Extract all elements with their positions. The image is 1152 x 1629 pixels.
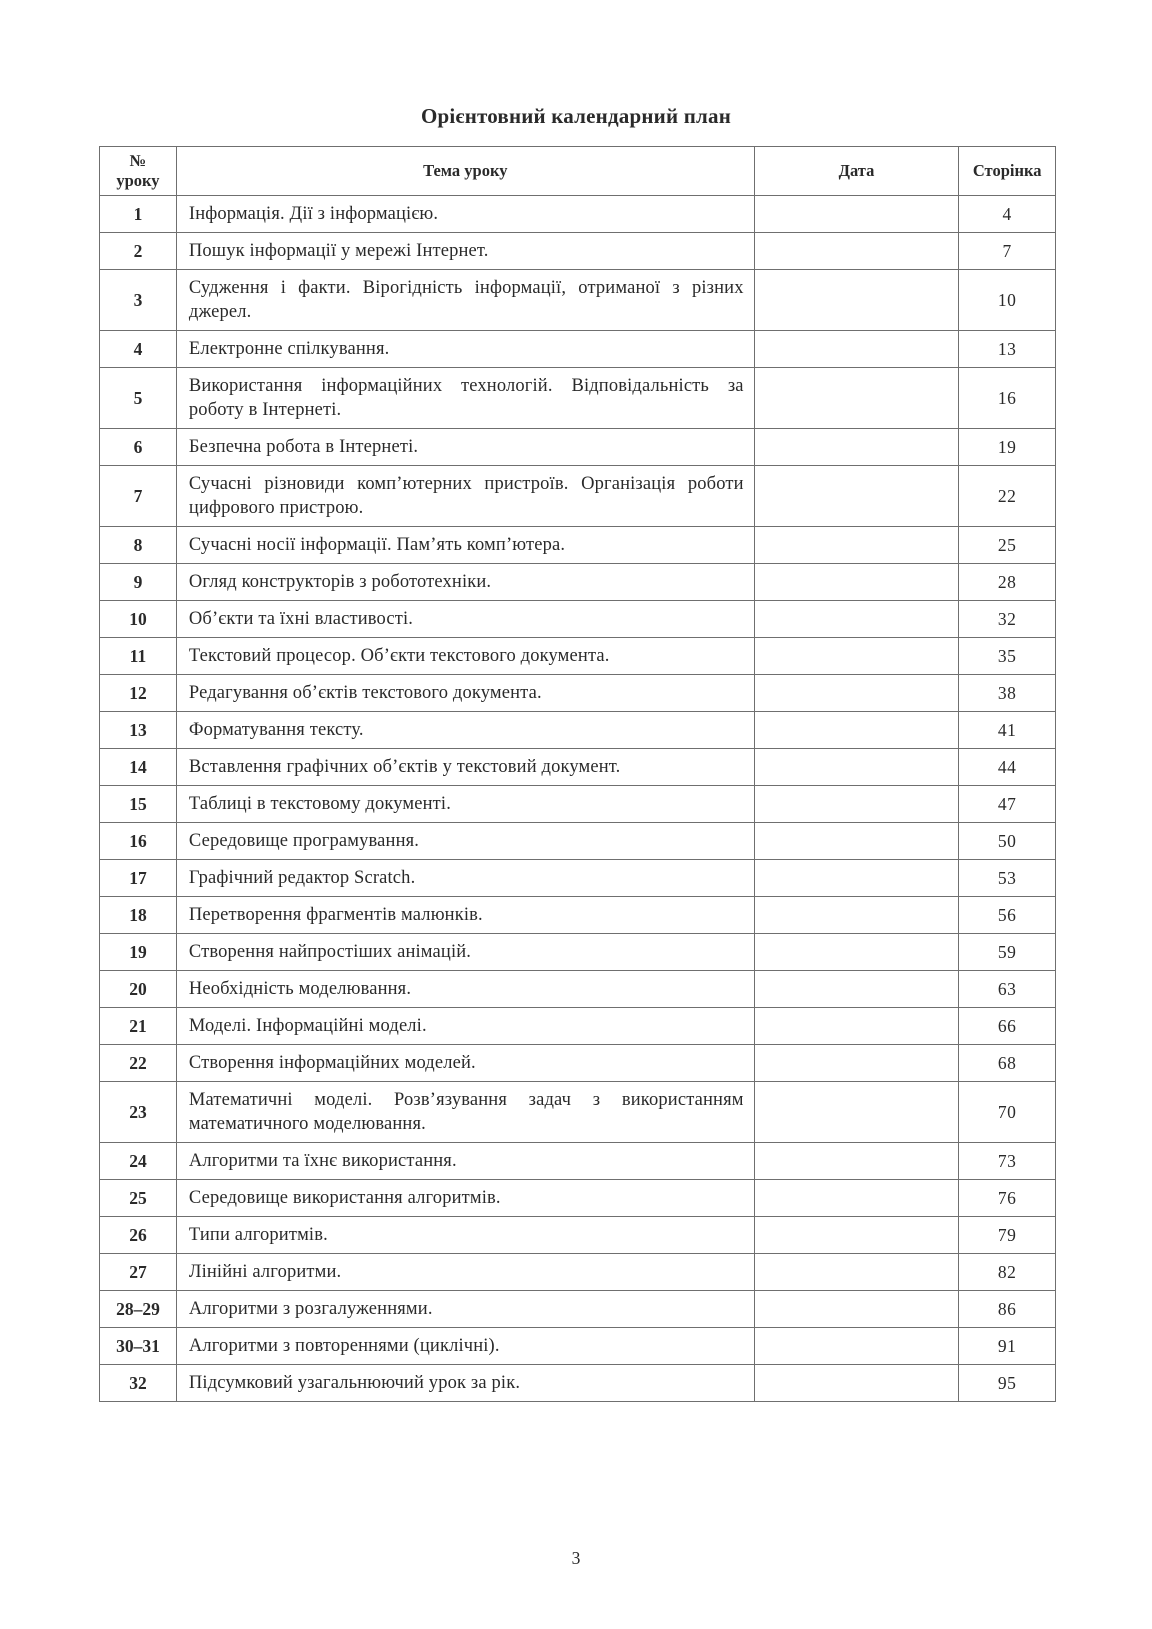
table-row [100,1045,1056,1082]
calendar-plan-table [99,146,1056,1402]
page-number: 3 [571,1548,581,1568]
lesson-number-cell: 15 [100,786,177,823]
lesson-topic-cell: Електронне спілкування. [176,331,754,368]
lesson-topic-cell: Текстовий процесор. Об’єкти текстового документа. [176,638,754,675]
lesson-date-cell [754,897,959,934]
lesson-topic-cell: Безпечна робота в Інтернеті. [176,429,754,466]
lesson-date-cell [754,860,959,897]
lesson-page-cell: 44 [959,749,1056,786]
lesson-topic-cell: Математичні моделі. Розв’язування задач з використанням математичного моделювання. [176,1082,754,1143]
lesson-number-cell: 6 [100,429,177,466]
lesson-topic-cell: Огляд конструкторів з робототехніки. [176,564,754,601]
table-row [100,1082,1056,1143]
lesson-page-cell: 59 [959,934,1056,971]
lesson-topic-cell: Алгоритми та їхнє використання. [176,1143,754,1180]
lesson-page-cell: 25 [959,527,1056,564]
lesson-date-cell [754,638,959,675]
lesson-date-cell [754,233,959,270]
lesson-page-cell: 38 [959,675,1056,712]
lesson-date-cell [754,1143,959,1180]
lesson-topic-cell: Алгоритми з повтореннями (циклічні). [176,1328,754,1365]
lesson-date-cell [754,823,959,860]
lesson-page-cell: 4 [959,196,1056,233]
lesson-page-cell: 82 [959,1254,1056,1291]
lesson-number-cell: 23 [100,1082,177,1143]
table-row [100,564,1056,601]
header-date: Дата [754,147,959,196]
lesson-date-cell [754,712,959,749]
lesson-date-cell [754,1254,959,1291]
lesson-date-cell [754,934,959,971]
header-page: Сторінка [959,147,1056,196]
lesson-page-cell: 86 [959,1291,1056,1328]
lesson-page-cell: 28 [959,564,1056,601]
lesson-number-cell: 20 [100,971,177,1008]
table-row [100,196,1056,233]
table-row [100,270,1056,331]
lesson-number-cell: 4 [100,331,177,368]
lesson-number-cell: 32 [100,1365,177,1402]
lesson-topic-cell: Форматування тексту. [176,712,754,749]
table-row [100,331,1056,368]
page-title: Орієнтовний календарний план [420,104,732,128]
lesson-date-cell [754,1082,959,1143]
lesson-number-cell: 26 [100,1217,177,1254]
lesson-page-cell: 56 [959,897,1056,934]
lesson-number-cell: 11 [100,638,177,675]
lesson-topic-cell: Редагування об’єктів текстового документа. [176,675,754,712]
lesson-topic-cell: Підсумковий узагальнюючий урок за рік. [176,1365,754,1402]
lesson-date-cell [754,368,959,429]
lesson-topic-cell: Судження і факти. Вірогідність інформації, отриманої з різних джерел. [176,270,754,331]
table-row [100,1180,1056,1217]
lesson-date-cell [754,564,959,601]
lesson-number-cell: 9 [100,564,177,601]
lesson-page-cell: 16 [959,368,1056,429]
lesson-number-cell: 13 [100,712,177,749]
lesson-topic-cell: Таблиці в текстовому документі. [176,786,754,823]
lesson-topic-cell: Моделі. Інформаційні моделі. [176,1008,754,1045]
lesson-page-cell: 91 [959,1328,1056,1365]
lesson-topic-cell: Необхідність моделювання. [176,971,754,1008]
lesson-number-cell: 18 [100,897,177,934]
lesson-page-cell: 32 [959,601,1056,638]
table-row [100,466,1056,527]
lesson-number-cell: 2 [100,233,177,270]
lesson-page-cell: 50 [959,823,1056,860]
lesson-number-cell: 5 [100,368,177,429]
lesson-date-cell [754,1328,959,1365]
lesson-number-cell: 12 [100,675,177,712]
lesson-page-cell: 7 [959,233,1056,270]
table-row [100,934,1056,971]
lesson-date-cell [754,196,959,233]
lesson-number-cell: 21 [100,1008,177,1045]
table-row [100,1291,1056,1328]
lesson-page-cell: 22 [959,466,1056,527]
table-row [100,429,1056,466]
lesson-date-cell [754,786,959,823]
lesson-topic-cell: Перетворення фрагментів малюнків. [176,897,754,934]
lesson-page-cell: 47 [959,786,1056,823]
lesson-number-cell: 8 [100,527,177,564]
lesson-page-cell: 73 [959,1143,1056,1180]
header-lesson-number: № уроку [100,147,177,196]
lesson-number-cell: 28–29 [100,1291,177,1328]
lesson-topic-cell: Інформація. Дії з інформацією. [176,196,754,233]
table-row [100,638,1056,675]
lesson-date-cell [754,971,959,1008]
table-row [100,527,1056,564]
lesson-number-cell: 24 [100,1143,177,1180]
lesson-topic-cell: Створення інформаційних моделей. [176,1045,754,1082]
lesson-number-cell: 25 [100,1180,177,1217]
lesson-topic-cell: Сучасні різновиди комп’ютерних пристроїв. Організація роботи цифрового пристрою. [176,466,754,527]
lesson-date-cell [754,429,959,466]
lesson-date-cell [754,749,959,786]
lesson-topic-cell: Середовище програмування. [176,823,754,860]
table-row [100,1008,1056,1045]
lesson-number-cell: 27 [100,1254,177,1291]
table-row [100,823,1056,860]
lesson-page-cell: 76 [959,1180,1056,1217]
lesson-topic-cell: Типи алгоритмів. [176,1217,754,1254]
table-row [100,601,1056,638]
lesson-topic-cell: Графічний редактор Scratch. [176,860,754,897]
lesson-page-cell: 13 [959,331,1056,368]
lesson-topic-cell: Лінійні алгоритми. [176,1254,754,1291]
lesson-number-cell: 16 [100,823,177,860]
table-row [100,1143,1056,1180]
table-row [100,1217,1056,1254]
table-row [100,368,1056,429]
lesson-page-cell: 66 [959,1008,1056,1045]
lesson-number-cell: 14 [100,749,177,786]
lesson-date-cell [754,1008,959,1045]
lesson-topic-cell: Використання інформаційних технологій. Відповідальність за роботу в Інтернеті. [176,368,754,429]
lesson-date-cell [754,527,959,564]
table-row [100,749,1056,786]
lesson-date-cell [754,466,959,527]
table-row [100,860,1056,897]
lesson-topic-cell: Об’єкти та їхні властивості. [176,601,754,638]
lesson-page-cell: 68 [959,1045,1056,1082]
table-body [100,196,1056,1402]
table-row [100,897,1056,934]
lesson-topic-cell: Алгоритми з розгалуженнями. [176,1291,754,1328]
lesson-number-cell: 22 [100,1045,177,1082]
lesson-page-cell: 63 [959,971,1056,1008]
table-row [100,786,1056,823]
lesson-date-cell [754,1217,959,1254]
table-row [100,1254,1056,1291]
lesson-date-cell [754,1365,959,1402]
table-row [100,712,1056,749]
lesson-number-cell: 7 [100,466,177,527]
lesson-number-cell: 3 [100,270,177,331]
lesson-date-cell [754,675,959,712]
lesson-number-cell: 30–31 [100,1328,177,1365]
lesson-topic-cell: Пошук інформації у мережі Інтернет. [176,233,754,270]
table-header-row [100,147,1056,196]
lesson-page-cell: 53 [959,860,1056,897]
table-row [100,971,1056,1008]
lesson-topic-cell: Середовище використання алгоритмів. [176,1180,754,1217]
lesson-date-cell [754,1180,959,1217]
lesson-page-cell: 10 [959,270,1056,331]
lesson-page-cell: 41 [959,712,1056,749]
lesson-page-cell: 79 [959,1217,1056,1254]
table-row [100,233,1056,270]
lesson-date-cell [754,270,959,331]
lesson-page-cell: 35 [959,638,1056,675]
lesson-number-cell: 1 [100,196,177,233]
lesson-number-cell: 19 [100,934,177,971]
lesson-number-cell: 10 [100,601,177,638]
lesson-number-cell: 17 [100,860,177,897]
lesson-date-cell [754,1291,959,1328]
lesson-date-cell [754,1045,959,1082]
table-row [100,1328,1056,1365]
lesson-date-cell [754,331,959,368]
lesson-page-cell: 70 [959,1082,1056,1143]
lesson-topic-cell: Створення найпростіших анімацій. [176,934,754,971]
lesson-topic-cell: Сучасні носії інформації. Пам’ять комп’ютера. [176,527,754,564]
lesson-page-cell: 95 [959,1365,1056,1402]
lesson-page-cell: 19 [959,429,1056,466]
lesson-topic-cell: Вставлення графічних об’єктів у текстовий документ. [176,749,754,786]
lesson-date-cell [754,601,959,638]
header-lesson-topic: Тема уроку [176,147,754,196]
table-row [100,1365,1056,1402]
table-row [100,675,1056,712]
